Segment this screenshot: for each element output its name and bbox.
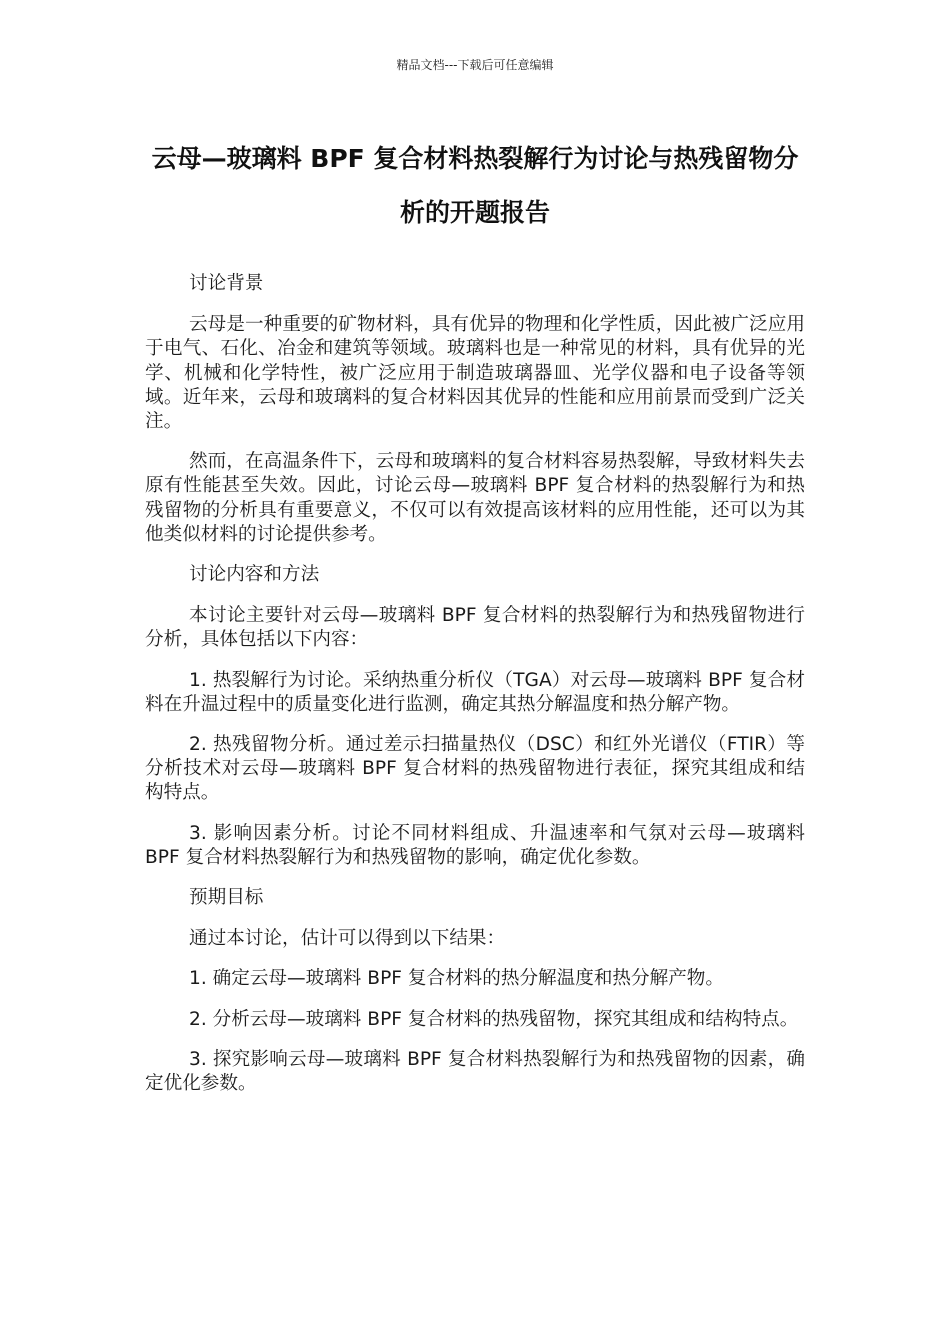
section-heading-goals: 预期目标 bbox=[189, 887, 264, 909]
section-heading-background: 讨论背景 bbox=[189, 273, 264, 294]
paragraph-background-2: 然而，在高温条件下，云母和玻璃料的复合材料容易热裂解，导致材料失去原有性能甚至失效。因此，讨论云母—玻璃料 BPF 复合材料的热裂解行为和热残留物的分析具有重要意义，不仅可以有效提高该材料的应用性能，还可以为其他类似材料的讨论提供参考。 bbox=[145, 451, 805, 545]
paragraph-background-1: 云母是一种重要的矿物材料，具有优异的物理和化学性质，因此被广泛应用于电气、石化、冶金和建筑等领域。玻璃料也是一种常见的材料，具有优异的光学、机械和化学特性，被广泛应用于制造玻璃器皿、光学仪器和电子设备等领域。近年来，云母和玻璃料的复合材料因其优异的性能和应用前景而受到广泛关注。 bbox=[145, 314, 805, 433]
list-item-goal-2: 2. 分析云母—玻璃料 BPF 复合材料的热残留物，探究其组成和结构特点。 bbox=[189, 1008, 799, 1030]
page-header: 精品文档---下载后可任意编辑 bbox=[396, 58, 554, 72]
list-item-goal-1: 1. 确定云母—玻璃料 BPF 复合材料的热分解温度和热分解产物。 bbox=[189, 968, 724, 990]
paragraph-goals-intro: 通过本讨论，估计可以得到以下结果： bbox=[189, 928, 506, 950]
list-item-goal-3: 3. 探究影响云母—玻璃料 BPF 复合材料热裂解行为和热残留物的因素，确定优化参数。 bbox=[145, 1048, 805, 1095]
document-title: 云母—玻璃料 BPF 复合材料热裂解行为讨论与热残留物分析的开题报告 bbox=[151, 144, 799, 227]
section-heading-content-methods: 讨论内容和方法 bbox=[189, 564, 320, 586]
list-item-content-2: 2. 热残留物分析。通过差示扫描量热仪（DSC）和红外光谱仪（FTIR）等分析技术对云母—玻璃料 BPF 复合材料的热残留物进行表征，探究其组成和结构特点。 bbox=[145, 734, 805, 804]
list-item-content-1: 1. 热裂解行为讨论。采纳热重分析仪（TGA）对云母—玻璃料 BPF 复合材料在升温过程中的质量变化进行监测，确定其热分解温度和热分解产物。 bbox=[145, 669, 805, 715]
list-item-content-3: 3. 影响因素分析。讨论不同材料组成、升温速率和气氛对云母—玻璃料 BPF 复合材料热裂解行为和热残留物的影响，确定优化参数。 bbox=[145, 822, 805, 868]
document-body bbox=[145, 272, 805, 1112]
paragraph-content-intro: 本讨论主要针对云母—玻璃料 BPF 复合材料的热裂解行为和热残留物进行分析，具体包括以下内容： bbox=[145, 605, 805, 651]
